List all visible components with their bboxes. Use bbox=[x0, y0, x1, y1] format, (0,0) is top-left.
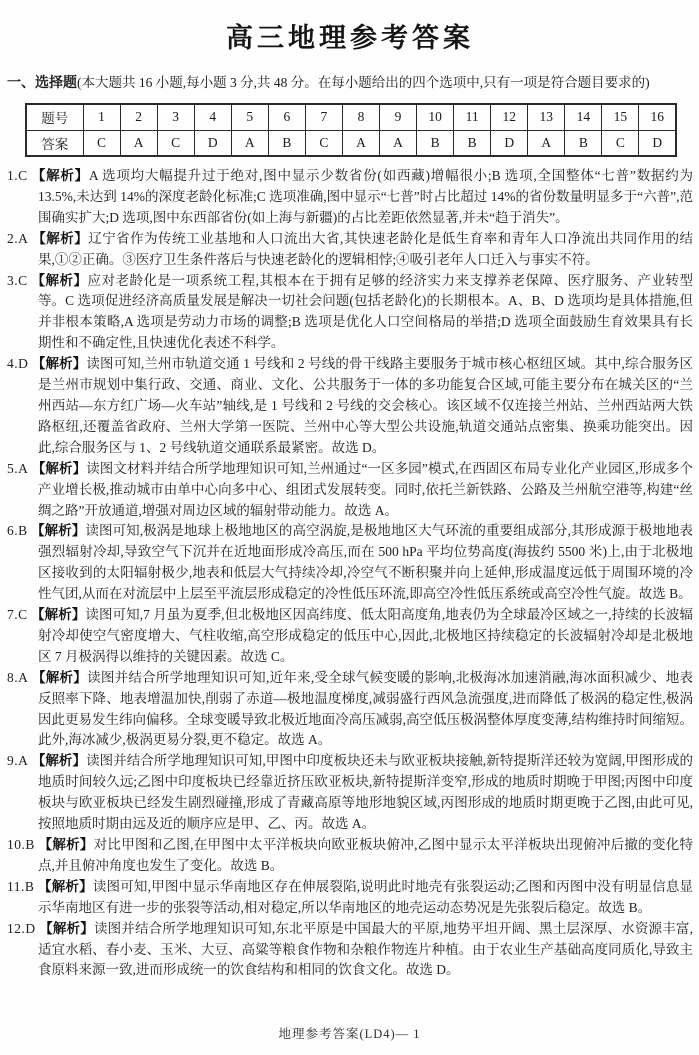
explanation-text: 辽宁省作为传统工业基地和人口流出大省,其快速老龄化是低生育率和青年人口净流出共同作用的结果,①②正确。③医疗卫生条件落后与快速老龄化的逻辑相悖;④吸引老年人口迁入与事实不符。 bbox=[38, 230, 694, 267]
question-number-cell: 5 bbox=[231, 104, 268, 130]
explanation-text: 读图可知,甲图中显示华南地区存在伸展裂陷,说明此时地壳有张裂运动;乙图和丙图中没有明显信息显示华南地区有进一步的张裂等活动,相对稳定,所以华南地区的地壳运动态势况是先张裂后稳定。故选 B。 bbox=[38, 878, 694, 915]
answer-cell: A bbox=[380, 130, 417, 156]
explanation-number-answer: 3.C bbox=[7, 272, 28, 288]
page-title: 高三地理参考答案 bbox=[226, 23, 474, 54]
page-footer: 地理参考答案(LD4)— 1 bbox=[278, 1027, 421, 1041]
question-number-cell: 8 bbox=[342, 104, 379, 130]
question-number-cell: 6 bbox=[268, 104, 305, 130]
answer-table bbox=[25, 103, 677, 157]
explanation-text: 读图可知,7 月虽为夏季,但北极地区因高纬度、低太阳高度角,地表仍为全球最冷区域之一,持续的长波辐射冷却使空气密度增大、气柱收缩,高空形成稳定的低压中心,因此,北极地区持续稳定的长波辐射冷却是北极地区 7 月极涡得以维持的关键因素。故选 C。 bbox=[38, 607, 694, 664]
analysis-tag: 【解析】 bbox=[31, 523, 86, 540]
explanation-item bbox=[7, 919, 693, 982]
answer-cell: B bbox=[454, 130, 491, 156]
explanation-text: 读图可知,兰州市轨道交通 1 号线和 2 号线的骨干线路主要服务于城市核心枢纽区域。其中,综合服务区是兰州市规划中集行政、交通、商业、文化、公共服务于一体的多功能复合区域,可能主要分布在城关区的“兰州西站—东方红广场—火车站”轴线,是 1 号线和 2 号线的交会核心。该区域不仅连接兰州站、兰州西站两大铁路枢纽,还覆盖省政府、兰州大学第一医院、兰州中心等大型公共设施,轨道交通站点密集、换乘功能突出。因此,综合服务区与 1、2 号线轨道交通联系最紧密。故选 D。 bbox=[38, 356, 693, 455]
analysis-tag: 【解析】 bbox=[32, 230, 89, 247]
answer-cell: A bbox=[120, 130, 157, 156]
explanation-text: 读图文材料并结合所学地理知识可知,兰州通过“一区多园”模式,在西固区布局专业化产业园区,形成多个产业增长极,推动城市由单中心向多中心、组团式发展转变。同时,依托兰新铁路、公路及兰州航空港等,构建“丝绸之路”开放通道,增强对周边区域的辐射带动能力。故选 A。 bbox=[38, 460, 694, 518]
explanation-number-answer: 11.B bbox=[7, 878, 35, 894]
question-number-cell: 16 bbox=[639, 104, 676, 130]
explanation-number-answer: 5.A bbox=[7, 460, 29, 476]
explanation-number-answer: 6.B bbox=[7, 523, 28, 539]
explanation-number-answer: 10.B bbox=[7, 837, 35, 852]
explanation-number-answer: 8.A bbox=[7, 669, 29, 685]
analysis-tag: 【解析】 bbox=[39, 920, 94, 937]
answer-cell: A bbox=[231, 130, 268, 156]
explanation-item bbox=[7, 835, 693, 877]
question-number-cell: 9 bbox=[380, 104, 417, 130]
answer-row-label: 答案 bbox=[26, 130, 83, 156]
explanation-number-answer: 4.D bbox=[7, 356, 29, 372]
explanation-text: 读图并结合所学地理知识可知,近年来,受全球气候变暖的影响,北极海冰加速消融,海冰面积减少、地表反照率下降、地表增温加快,削弱了赤道—极地温度梯度,减弱盛行西风急流强度,进而降低了极涡的稳定性,极涡因此更易发生纬向偏移。全球变暖导致北极近地面冷高压减弱,高空低压极涡整体厚度变薄,结构维持时间缩短。此外,海冰减少,极涡更易分裂,更不稳定。故选 A。 bbox=[38, 669, 694, 748]
analysis-tag: 【解析】 bbox=[38, 837, 94, 853]
answer-table-row bbox=[26, 104, 676, 130]
question-number-cell: 1 bbox=[83, 104, 120, 130]
section-heading bbox=[7, 73, 693, 93]
analysis-tag: 【解析】 bbox=[31, 460, 87, 477]
analysis-tag: 【解析】 bbox=[31, 272, 88, 289]
explanation-text: 对比甲图和乙图,在甲图中太平洋板块向欧亚板块俯冲,乙图中显示太平洋板块出现俯冲后撤的变化特点,并且俯冲角度也发生了变化。故选 B。 bbox=[38, 837, 694, 873]
question-number-cell: 3 bbox=[157, 104, 194, 130]
answer-cell: C bbox=[83, 130, 120, 156]
explanation-item bbox=[7, 271, 693, 355]
answer-cell: B bbox=[268, 130, 305, 156]
explanation-text: 读图并结合所学地理知识可知,甲图中印度板块还未与欧亚板块接触,新特提斯洋还较为宽阔,甲图形成的地质时间较久远;乙图中印度板块已经靠近挤压欧亚板块,新特提斯洋变窄,形成的地质时期晚于甲图;丙图中印度板块与欧亚板块已经发生剧烈碰撞,形成了青藏高原等地形地貌区域,丙图形成的地质时期更晚于乙图,由此可见,按照地质时期由远及近的顺序应是甲、乙、丙。故选 A。 bbox=[38, 753, 694, 832]
question-number-cell: 12 bbox=[491, 104, 528, 130]
analysis-tag: 【解析】 bbox=[31, 753, 87, 770]
explanation-item bbox=[7, 605, 693, 668]
section-heading-note: (本大题共 16 小题,每小题 3 分,共 48 分。在每小题给出的四个选项中,只有一项是符合题目要求的) bbox=[77, 75, 650, 90]
analysis-tag: 【解析】 bbox=[31, 356, 87, 373]
question-number-cell: 11 bbox=[454, 104, 491, 130]
analysis-tag: 【解析】 bbox=[37, 878, 93, 895]
explanation-item bbox=[7, 354, 693, 459]
explanation-item bbox=[7, 166, 693, 229]
explanation-number-answer: 2.A bbox=[7, 230, 29, 246]
answer-cell: A bbox=[528, 130, 565, 156]
explanations-list bbox=[7, 166, 693, 981]
question-number-cell: 13 bbox=[528, 104, 565, 130]
explanation-item bbox=[7, 229, 693, 271]
question-number-cell: 10 bbox=[417, 104, 454, 130]
answer-table-row bbox=[26, 130, 676, 156]
explanation-text: A 选项均大幅提升过于绝对,图中显示少数省份(如西藏)增幅很小;B 选项,全国整体“七普”数据约为 13.5%,未达到 14%的深度老龄化标准;C 选项准确,图中显示“七普”时占比超过 14%的省份数量明显多于“六普”,范围确实扩大;D 选项,图中东西部省份(如上海与新疆)的占比差距依然显著,并未“趋于消失”。 bbox=[38, 168, 694, 225]
explanation-text: 应对老龄化是一项系统工程,其根本在于拥有足够的经济实力来支撑养老保障、医疗服务、产业转型等。C 选项促进经济高质量发展是解决一切社会问题(包括老龄化)的长期根本。A、B、D 选项均是具体措施,但并非根本策略,A 选项是劳动力市场的调整;B 选项是优化人口空间格局的举措;D 选项全面鼓励生育效果具有长期性和不确定性,且快速优化表述不科学。 bbox=[38, 272, 694, 351]
question-number-cell: 14 bbox=[565, 104, 602, 130]
answer-cell: D bbox=[639, 130, 676, 156]
question-number-label: 题号 bbox=[26, 104, 83, 130]
answer-cell: B bbox=[417, 130, 454, 156]
answer-cell: A bbox=[342, 130, 379, 156]
explanation-number-answer: 12.D bbox=[7, 920, 36, 936]
section-heading-label: 一、选择题 bbox=[7, 75, 77, 91]
explanation-number-answer: 7.C bbox=[7, 607, 28, 623]
answer-cell: C bbox=[602, 130, 639, 156]
question-number-cell: 2 bbox=[120, 104, 157, 130]
answer-cell: C bbox=[305, 130, 342, 156]
explanation-item bbox=[7, 521, 693, 605]
question-number-cell: 4 bbox=[194, 104, 231, 130]
question-number-cell: 7 bbox=[305, 104, 342, 130]
explanation-number-answer: 1.C bbox=[7, 168, 28, 183]
explanation-text: 读图可知,极涡是地球上极地地区的高空涡旋,是极地地区大气环流的重要组成部分,其形成源于极地地表强烈辐射冷却,导致空气下沉并在近地面形成冷高压,而在 500 hPa 平均位势高度(海拔约 5500 米)上,由于北极地区接收到的太阳辐射极少,地表和低层大气持续冷却,冷空气不断积聚并向上延伸,形成温度远低于周围环境的冷性气团,从而在对流层中上层至平流层形成稳定的冷性低压环流,即高空冷性低压系统或高空冷性气旋。故选 B。 bbox=[38, 523, 694, 602]
explanation-item bbox=[7, 668, 693, 752]
answer-cell: C bbox=[157, 130, 194, 156]
explanation-number-answer: 9.A bbox=[7, 753, 29, 769]
answer-cell: B bbox=[565, 130, 602, 156]
answer-cell: D bbox=[194, 130, 231, 156]
explanation-item bbox=[7, 459, 693, 522]
explanation-item bbox=[7, 751, 693, 835]
question-number-cell: 15 bbox=[602, 104, 639, 130]
analysis-tag: 【解析】 bbox=[31, 168, 89, 184]
analysis-tag: 【解析】 bbox=[31, 607, 86, 624]
answer-cell: D bbox=[491, 130, 528, 156]
explanation-text: 读图并结合所学地理知识可知,东北平原是中国最大的平原,地势平坦开阔、黑土层深厚、水资源丰富,适宜水稻、春小麦、玉米、大豆、高粱等粮食作物和杂粮作物连片种植。由于农业生产基础高度同质化,导致主食原料来源一致,进而形成统一的饮食结构和相同的饮食文化。故选 D。 bbox=[38, 920, 693, 978]
analysis-tag: 【解析】 bbox=[32, 669, 88, 686]
explanation-item bbox=[7, 877, 693, 919]
